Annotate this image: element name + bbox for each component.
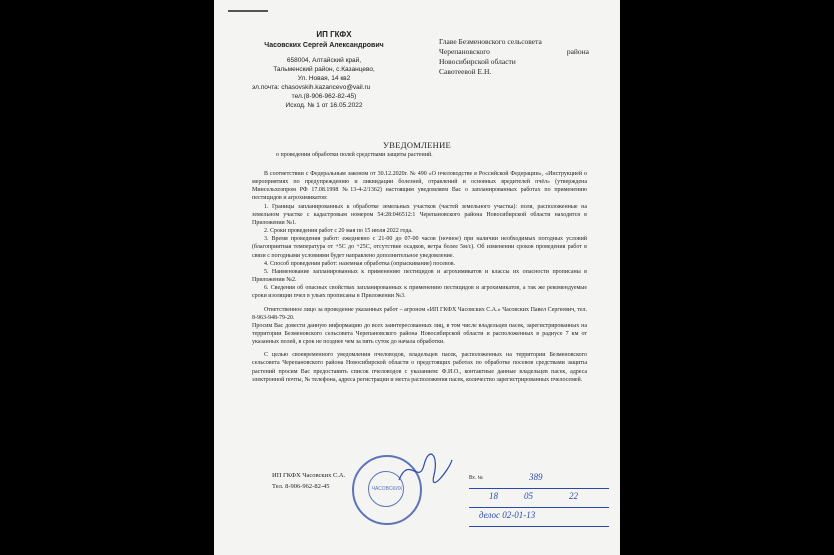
signature-block [272, 470, 345, 492]
sender-org: ИП ГКФХ [316, 30, 352, 39]
sender-email: эл.почта: chasovskih.kazancevo@vail.ru [252, 84, 371, 91]
sender-block [234, 30, 414, 110]
outgoing-number: Исход. № 1 от 16.05.2022 [285, 102, 363, 109]
handwritten-signature [394, 450, 454, 490]
addressee-block [439, 37, 589, 77]
paragraph: 5. Наименование запланированных к применению пестицидов и агрохимикатов и классы их опасности прописаны в Приложении №2. [252, 268, 587, 284]
paragraph: 4. Способ проведения работ: наземная обработка (опрыскивание) посевов. [264, 260, 456, 267]
addressee-line-1: Главе Безменовского сельсовета [439, 37, 542, 46]
reg-date-row [469, 489, 609, 508]
addressee-line-3: Новосибирской области [439, 57, 516, 66]
sender-address-3: Ул. Новая, 14 кв2 [297, 75, 351, 82]
paragraph: С целью своевременного уведомления пчеловодов, владельцев пасек, расположенных на территории Безменовского сельсовета Черепановского района Новосибирской области о предстоящих работах по обработке посевов средствами защиты растений просим Вас предоставить список пчеловодов с указанием: Ф.И.О., контактные данные владельцев пасек, адреса электронной почты, № телефона, адреса регистрации и места расположения пасек, количество зарегистрированных пчелосемей. [252, 352, 587, 383]
reg-index: делос 02-01-13 [479, 510, 536, 520]
paragraph: 1. Границы запланированных к обработке земельных участков (частей земельного участка): поля, расположенные на земельном участке с кадастровым номером 54:28:046512:1 Черепановского района Новосибирской области находятся в Приложении №1. [252, 203, 587, 226]
reg-year: 22 [569, 491, 578, 501]
document-body [252, 170, 587, 384]
paragraph: 3. Время проведения работ: ежедневно с 21-00 до 07-00 часов (ночное) при наличии необходимых погодных условий (благоприятная температура от +5С до +25С, отсутствие осадков, ветра более 5м/с). Об изменении сроков проведения работ в связи с погодными условиями будет направлено дополнительное уведомление. [252, 236, 587, 259]
registration-stamp [469, 470, 609, 527]
document-title: УВЕДОМЛЕНИЕ [382, 140, 452, 150]
paragraph: 6. Сведения об опасных свойствах запланированных к применению пестицидов и агрохимикатов, а так же рекомендуемые сроки изоляции пчел в ульях прописаны в Приложении №3. [252, 285, 587, 300]
sender-phone: тел.(8-906-962-82-45) [291, 93, 357, 100]
addressee-line-4: Савотеевой Е.Н. [439, 67, 492, 76]
sender-address-1: 658004, Алтайский край, [286, 57, 362, 64]
paragraph: Ответственное лицо за проведение указанных работ – агроном «ИП ГКФХ Часовских С.А.» Часовских Павел Сергеевич, тел. 8-963-948-79-20. [252, 306, 587, 321]
addressee-line-2b: района [566, 47, 589, 56]
signature-line-1: ИП ГКФХ Часовских С.А. [272, 472, 346, 479]
document-subtitle: о проведении обработки полей средствами защиты растений. [276, 152, 433, 158]
reg-month: 05 [524, 491, 533, 501]
paragraph: Просим Вас довести данную информацию до всех заинтересованных лиц, в том числе владельцев пасек, зарегистрированных на территории Безменовского сельсовета Черепановского района Новосибирской области и расположенных в радиусе 7 км от указанных полей, в срок не позднее чем за пять суток до начала обработки. [252, 322, 587, 346]
reg-index-row [469, 508, 609, 527]
signature-line-2: Тел. 8-906-962-82-45 [272, 483, 330, 490]
scan-mark [228, 10, 268, 12]
stamp-text: ЧАСОВСКИХ [371, 486, 403, 492]
addressee-line-2a: Черепановского [439, 47, 490, 56]
reg-number-row: Вх. № 389 [469, 470, 609, 489]
paragraph: В соответствии с Федеральным законом от 30.12.2020г. № 490 «О пчеловодстве в Российской Федерации», «Инструкцией о мероприятиях по предупреждению и ликвидации болезней, отравлений и основных вредителей пчёл» (утверждена Минсельхозпром РФ 17.08.1998 №13-4-2/1362) настоящим уведомляем Вас о запланированных работах по применению пестицидов и агрохимикатов: [252, 171, 587, 202]
addressee-line-2 [439, 47, 589, 57]
sender-name: Часовских Сергей Александрович [264, 42, 384, 49]
document-page [214, 0, 620, 555]
paragraph: 2. Сроки проведения работ с 20 мая по 15 июля 2022 года. [264, 228, 413, 235]
reg-day: 18 [489, 491, 498, 501]
reg-number: 389 [529, 472, 543, 482]
sender-address-2: Тальменский район, с.Казанцево, [273, 66, 375, 73]
